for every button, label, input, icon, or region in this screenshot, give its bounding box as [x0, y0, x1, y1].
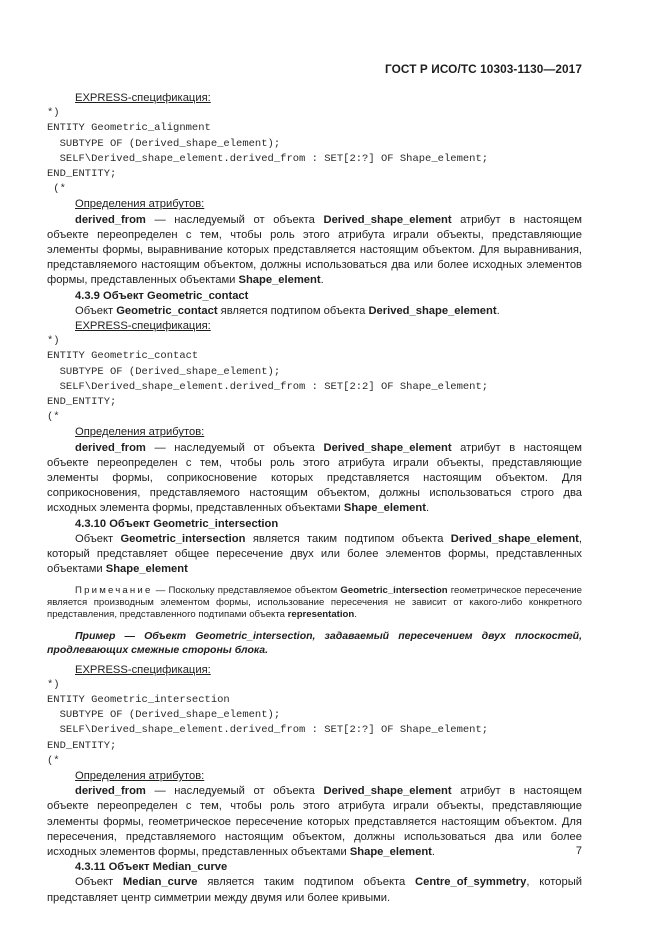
- code-line: SELF\Derived_shape_element.derived_from : SET[2:?] OF Shape_element;: [47, 724, 489, 737]
- section-label: EXPRESS-спецификация:: [75, 320, 211, 333]
- code-line: SUBTYPE OF (Derived_shape_element);: [47, 137, 281, 150]
- code-line: ENTITY Geometric_contact: [47, 350, 199, 363]
- code-line: *): [47, 335, 60, 348]
- code-line: (*: [47, 411, 60, 424]
- code-line: ENTITY Geometric_intersection: [47, 693, 230, 706]
- code-line: SELF\Derived_shape_element.derived_from : SET[2:2] OF Shape_element;: [47, 380, 489, 393]
- document-body: [47, 91, 582, 906]
- example: Пример — Объект Geometric_intersection, задаваемый пересечением двух плоскостей, продлевающих смежные стороны блока.: [47, 629, 582, 656]
- section-heading: 4.3.11 Объект Median_curve: [75, 861, 228, 874]
- code-line: END_ENTITY;: [47, 168, 117, 181]
- paragraph: Объект Median_curve является таким подтипом объекта Centre_of_symmetry, который представляет центр симметрии между двумя или более кривыми.: [47, 876, 582, 904]
- section-label: EXPRESS-спецификация:: [75, 92, 211, 104]
- code-line: *): [47, 678, 60, 691]
- section-label: EXPRESS-спецификация:: [75, 663, 211, 676]
- paragraph: Объект Geometric_contact является подтипом объекта Derived_shape_element.: [75, 304, 500, 317]
- document-header: ГОСТ Р ИСО/ТС 10303-1130—2017: [385, 62, 582, 76]
- section-heading: 4.3.10 Объект Geometric_intersection: [75, 517, 279, 530]
- paragraph: derived_from — наследуемый от объекта Derived_shape_element атрибут в настоящем объекте переопределен с тем, чтобы роль этого атрибута играли объекты, представляющие элементы формы, выравнивание которых представляется настоящим объектом. Для выравнивания, представляемого настоящим объектом, должны использоваться два или более исходных элементов формы, представленных объектами Shape_element.: [47, 213, 582, 287]
- section-heading: 4.3.9 Объект Geometric_contact: [75, 289, 249, 302]
- note: Примечание — Поскольку представляемое объектом Geometric_intersection геометрическое пересечение является производным элементом формы, использование пересечения не зависит от какого-либо конкретного представления, представленного подтипами объекта representation.: [47, 584, 582, 620]
- code-line: *): [47, 107, 60, 120]
- paragraph: derived_from — наследуемый от объекта Derived_shape_element атрибут в настоящем объекте переопределен с тем, чтобы роль этого атрибута играли объекты, представляющие элементы формы, геометрическое пересечение которых представляется настоящим объектом. Для пересечения, представляемого настоящим объектом, должны использоваться два или более исходных элементов формы, представленных объектами Shape_element.: [47, 785, 582, 858]
- code-line: SUBTYPE OF (Derived_shape_element);: [47, 365, 281, 378]
- paragraph: derived_from — наследуемый от объекта Derived_shape_element атрибут в настоящем объекте переопределен с тем, чтобы роль этого атрибута играли объекты, представляющие элементы формы, соприкосновение которых представляется настоящим объектом. Для соприкосновения, представляемого настоящим объектом, должны использоваться строго два исходных элемента формы, представленных объектами Shape_element.: [47, 441, 582, 515]
- code-line: END_ENTITY;: [47, 739, 117, 752]
- section-label: Определения атрибутов:: [75, 198, 205, 211]
- code-line: (*: [47, 183, 66, 196]
- section-label: Определения атрибутов:: [75, 426, 205, 439]
- code-line: SUBTYPE OF (Derived_shape_element);: [47, 709, 281, 722]
- code-line: ENTITY Geometric_alignment: [47, 122, 211, 135]
- code-line: SELF\Derived_shape_element.derived_from : SET[2:?] OF Shape_element;: [47, 152, 489, 165]
- section-label: Определения атрибутов:: [75, 769, 205, 782]
- code-line: (*: [47, 754, 60, 767]
- page-number: 7: [575, 845, 582, 857]
- paragraph: Объект Geometric_intersection является таким подтипом объекта Derived_shape_element, который представляет общее пересечение двух или более элементов формы, представленных объектами Shape_element: [47, 532, 582, 576]
- code-line: END_ENTITY;: [47, 396, 117, 409]
